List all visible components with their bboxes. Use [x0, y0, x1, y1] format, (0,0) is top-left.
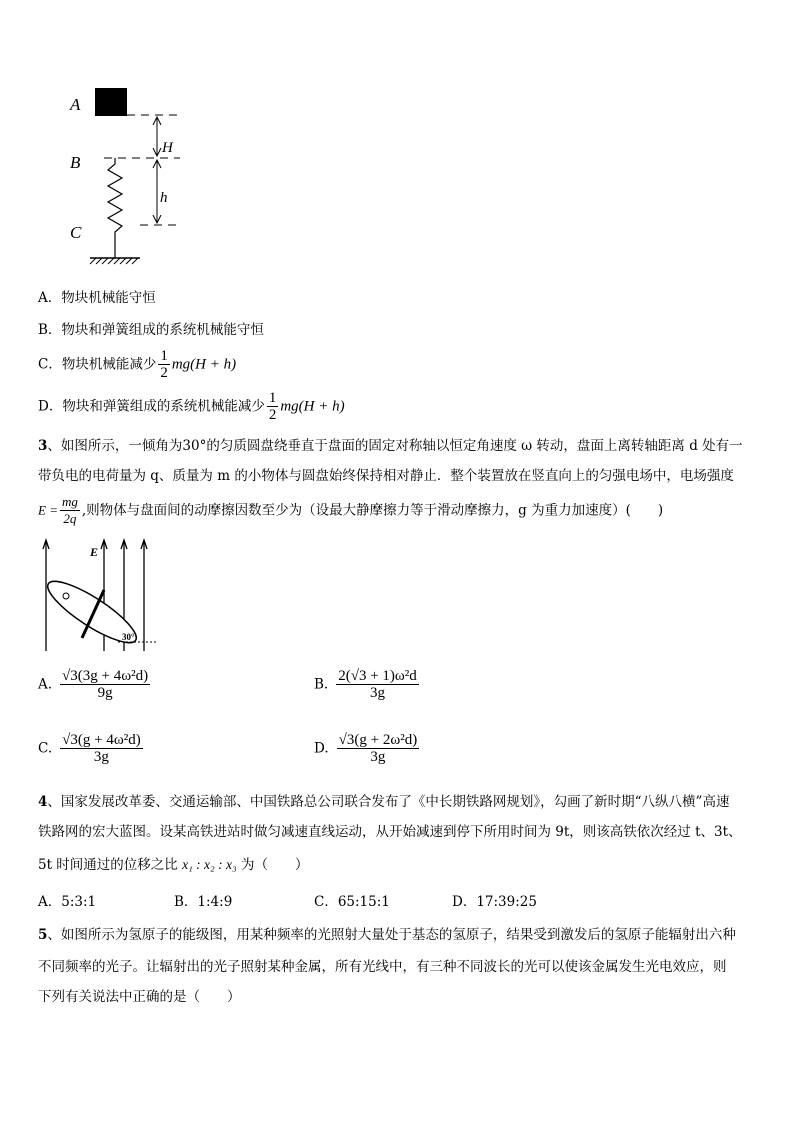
label-h: h [160, 190, 168, 206]
q5-line3: 下列有关说法中正确的是（ ） [38, 989, 241, 1005]
q2-option-b: B．物块和弹簧组成的系统机械能守恒 [38, 322, 264, 338]
angle-label: 30° [122, 632, 135, 642]
q3-option-d [314, 732, 421, 765]
q3-line2: 带负电的电荷量为 q、质量为 m 的小物体与圆盘始终保持相对静止．整个装置放在竖直向上的匀强电场中，电场强度 [38, 468, 734, 484]
q3-option-b-label: B. [314, 676, 329, 693]
q3-option-b-fraction: $\frac{\text{2(√3 + 1)ω²d}}{3g}$ [338, 668, 417, 701]
q4-option-a: A．5:3:1 [38, 894, 97, 910]
q2-option-c-math: mg(H + h) [171, 356, 237, 373]
q3-option-c [38, 732, 145, 765]
q2-option-d-math: mg(H + h) [280, 398, 345, 415]
fraction-half: $\frac{1}{2}$ [268, 390, 277, 423]
q4-option-b: B．1:4:9 [174, 894, 233, 910]
fraction-half: $\frac{1}{2}$ [160, 348, 168, 381]
q3-option-a-label: A. [38, 676, 53, 693]
q2-option-d-text: D．物块和弹簧组成的系统机械能减少 [38, 398, 265, 415]
q2-option-c-text: C．物块机械能减少 [38, 356, 157, 373]
block [95, 88, 127, 116]
q4-option-c: C．65:15:1 [314, 894, 390, 910]
spring-block-figure [60, 80, 200, 280]
q3-option-d-fraction: $\frac{\text{√3(g + 2ω²d)}}{3g}$ [338, 732, 418, 765]
tilted-disk-figure [36, 536, 166, 656]
q3-option-b [314, 668, 421, 701]
label-a: A [70, 95, 81, 114]
q4-line3: 5t 时间通过的位移之比 x₁ : x₂ : x₃ 为（ ） [38, 857, 309, 873]
q2-option-c [38, 348, 236, 381]
spring [108, 158, 122, 258]
q4-option-d: D．17:39:25 [452, 894, 537, 910]
q3-e-fraction: $\frac{mg}{2q}$ [61, 494, 78, 526]
q3-option-c-label: C. [38, 740, 53, 757]
q3-line1: 3、如图所示，一倾角为30°的匀质圆盘绕垂直于盘面的固定对称轴以恒定角速度 ω 转动，盘面上离转轴距离 d 处有一 [38, 438, 743, 454]
label-b: B [70, 153, 81, 172]
q2-option-d [38, 390, 345, 423]
label-c: C [70, 223, 82, 242]
q3-option-d-label: D. [314, 740, 329, 757]
q4-line2: 铁路网的宏大蓝图。设某高铁进站时做匀减速直线运动，从开始减速到停下所用时间为 9t，则该高铁依次经过 t、3t、 [38, 824, 742, 840]
q4-line1: 4、国家发展改革委、交通运输部、中国铁路总公司联合发布了《中长期铁路网规划》，勾画了新时期“八纵八横”高速 [38, 794, 730, 810]
q3-option-a-fraction: $\frac{\text{√3(3g + 4ω²d)}}{9g}$ [62, 668, 149, 701]
q3-option-c-fraction: $\frac{\text{√3(g + 4ω²d)}}{3g}$ [62, 732, 141, 765]
q5-line2: 不同频率的光子。让辐射出的光子照射某种金属，所有光线中，有三种不同波长的光可以使该金属发生光电效应，则 [38, 959, 727, 975]
q3-e-label: E = [38, 502, 58, 518]
q2-option-a: A．物块机械能守恒 [38, 290, 156, 306]
field-label-e: E [90, 545, 99, 559]
label-H: H [162, 140, 173, 156]
q3-line3: E = $\frac{mg}{2q}$ ,则物体与盘面间的动摩擦因数至少为（设最大静摩擦力等于滑动摩擦力，g 为重力加速度）( ) [38, 494, 664, 526]
q5-line1: 5、如图所示为氢原子的能级图，用某种频率的光照射大量处于基态的氢原子，结果受到激发后的氢原子能辐射出六种 [38, 927, 736, 943]
q3-option-a [38, 668, 152, 701]
